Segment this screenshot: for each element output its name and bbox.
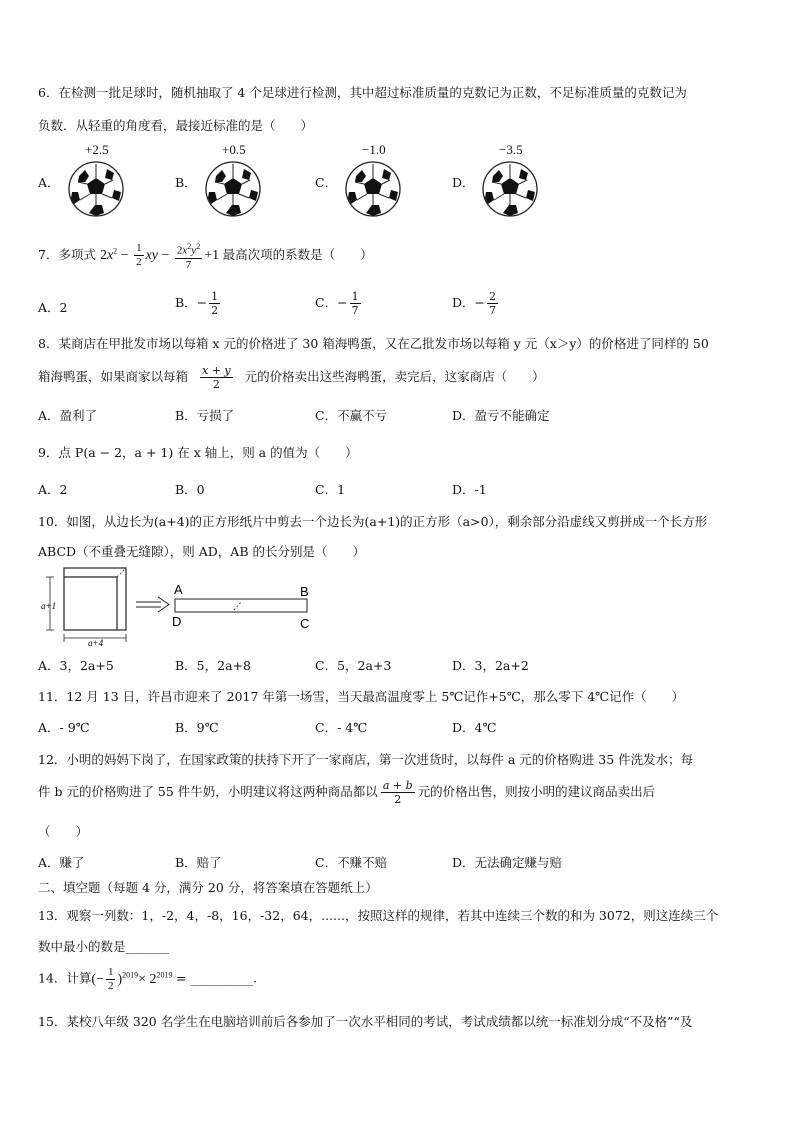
q10-option-d[interactable]: D．3，2a+2 — [452, 658, 529, 673]
q6-option-letter: A． — [38, 175, 60, 190]
q9-option-a[interactable]: A．2 — [38, 482, 68, 497]
q11-stem: 11．12 月 13 日，许昌市迎来了 2017 年第一场雪，当天最高温度零上 5℃记作+5℃，那么零下 4℃记作（ ） — [38, 689, 685, 704]
q7-option-d[interactable]: D．− $\frac{2}{7}$ — [452, 290, 497, 317]
q9-option-b[interactable]: B．0 — [175, 482, 205, 497]
q6-option-letter: C． — [315, 175, 338, 190]
q9-option-c[interactable]: C．1 — [315, 482, 346, 497]
q7-option-c[interactable]: C．− $\frac{1}{7}$ — [315, 290, 359, 317]
q15-stem: 15．某校八年级 320 名学生在电脑培训前后各参加了一次水平相同的考试，考试成绩都以统一标准划分成“不及格”“及 — [38, 1014, 693, 1029]
q12-stem-line3: （ ） — [38, 824, 89, 839]
q7-prefix: 7．多项式 — [38, 247, 96, 263]
q8-option-b[interactable]: B．亏损了 — [175, 408, 235, 423]
q13-stem-line1: 13．观察一列数：1，-2，4，-8，16，-32，64，......，按照这样的规律，若其中连续三个数的和为 3072，则这连续三个 — [38, 908, 719, 923]
q9-option-d[interactable]: D．-1 — [452, 482, 487, 497]
fig-label-c: C — [300, 616, 310, 631]
fig-bottom-label: a+4 — [88, 638, 104, 648]
q8-stem-line1: 8．某商店在甲批发市场以每箱 x 元的价格进了 30 箱海鸭蛋，又在乙批发市场以每箱 y 元（x＞y）的价格进了同样的 50 — [38, 336, 709, 351]
q14-stem: 14．计算(− $\frac{1}{2}$ )$^{2019}\times 2^{2019}$ = __________. — [38, 966, 257, 992]
q7-polynomial: $2x^2$ − $\frac{1}{2}$ xy − $\frac{2x^2y^2}{7}$ +1 — [99, 242, 223, 271]
q8-option-a[interactable]: A．盈利了 — [38, 408, 98, 423]
q10-stem-line1: 10．如图，从边长为(a+4)的正方形纸片中剪去一个边长为(a+1)的正方形（a>0），剩余部分沿虚线又剪拼成一个长方形 — [38, 514, 708, 529]
q12-option-d[interactable]: D．无法确定赚与赔 — [452, 855, 563, 870]
soccer-ball-icon — [204, 160, 262, 221]
fig-label-d: D — [172, 614, 182, 629]
q12-stem-line2: 件 b 元的价格购进了 55 件牛奶，小明建议将这两种商品都以 $\frac{a + b}{2}$ 元的价格出售，则按小明的建议商品卖出后 — [38, 779, 656, 806]
q11-option-b[interactable]: B．9℃ — [175, 720, 219, 735]
q6-option-b[interactable] — [175, 140, 305, 225]
q12-stem-line1: 12．小明的妈妈下岗了，在国家政策的扶持下开了一家商店，第一次进货时，以每件 a 元的价格购进 35 件洗发水；每 — [38, 752, 694, 767]
q8-option-c[interactable]: C．不赢不亏 — [315, 408, 388, 423]
q6-option-value: +0.5 — [222, 142, 246, 157]
fig-label-b: B — [300, 584, 309, 599]
q9-stem: 9．点 P(a − 2，a + 1) 在 x 轴上，则 a 的值为（ ） — [38, 445, 358, 460]
q12-option-c[interactable]: C．不赚不赔 — [315, 855, 388, 870]
q8-option-d[interactable]: D．盈亏不能确定 — [452, 408, 550, 423]
q12-option-a[interactable]: A．赚了 — [38, 855, 85, 870]
q6-option-a[interactable] — [38, 140, 168, 225]
q10-stem-line2: ABCD（不重叠无缝隙），则 AD，AB 的长分别是（ ） — [38, 544, 365, 559]
q7-suffix: 最高次项的系数是（ ） — [222, 247, 373, 263]
q6-option-value: +2.5 — [85, 142, 109, 157]
q6-option-letter: B． — [175, 175, 197, 190]
q7-option-b[interactable]: B．− $\frac{1}{2}$ — [175, 290, 219, 317]
fig-label-a: A — [174, 582, 183, 597]
q10-figure — [38, 566, 328, 648]
q11-option-c[interactable]: C．- 4℃ — [315, 720, 368, 735]
soccer-ball-icon — [344, 160, 402, 221]
q6-option-letter: D． — [452, 175, 475, 190]
q10-option-c[interactable]: C．5，2a+3 — [315, 658, 392, 673]
q13-stem-line2: 数中最小的数是_______ — [38, 939, 170, 954]
fig-side-label: a+1 — [41, 601, 57, 611]
q6-option-value: −3.5 — [499, 142, 523, 157]
q7-stem — [38, 240, 373, 272]
q11-option-a[interactable]: A．- 9℃ — [38, 720, 90, 735]
q6-option-d[interactable] — [452, 140, 582, 225]
q11-option-d[interactable]: D．4℃ — [452, 720, 497, 735]
q10-option-b[interactable]: B．5，2a+8 — [175, 658, 251, 673]
q6-stem-line2: 负数．从轻重的角度看，最接近标准的是（ ） — [38, 118, 314, 133]
q6-option-value: −1.0 — [362, 142, 386, 157]
soccer-ball-icon — [481, 160, 539, 221]
q7-option-a[interactable]: A．2 — [38, 300, 68, 315]
q12-option-b[interactable]: B．赔了 — [175, 855, 222, 870]
q6-stem-line1: 6．在检测一批足球时，随机抽取了 4 个足球进行检测，其中超过标准质量的克数记为正数，不足标准质量的克数记为 — [38, 85, 687, 100]
soccer-ball-icon — [67, 160, 125, 221]
q8-stem-line2: 箱海鸭蛋，如果商家以每箱 $\frac{x + y}{2}$ 元的价格卖出这些海鸭蛋，卖完后，这家商店（ ） — [38, 364, 545, 391]
section-heading: 二、填空题（每题 4 分，满分 20 分，将答案填在答题纸上） — [38, 880, 378, 895]
q10-option-a[interactable]: A．3，2a+5 — [38, 658, 114, 673]
q6-option-c[interactable] — [315, 140, 445, 225]
